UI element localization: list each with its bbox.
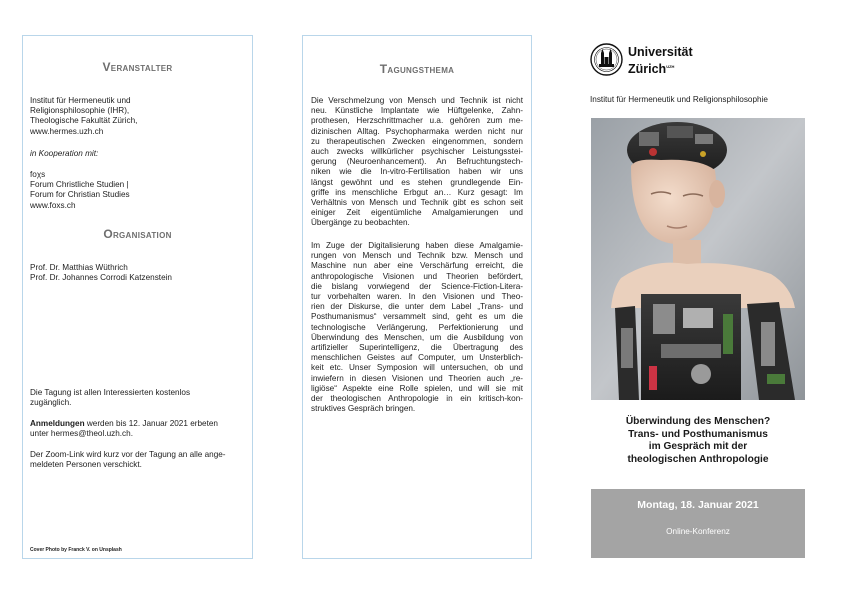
registration-email[interactable]: unter hermes@theol.uzh.ch. xyxy=(30,429,133,439)
photo-credit: Cover Photo by Franck V. on Unsplash xyxy=(30,547,122,553)
paragraph-line: prothesen, Herzschrittmacher u.a. gehören zum me- xyxy=(311,116,523,126)
partner-address: foχs Forum Christliche Studien | Forum for Christian Studies www.foxs.ch xyxy=(30,170,130,210)
middle-panel xyxy=(302,35,532,559)
event-format: Online-Konferenz xyxy=(666,527,730,536)
university-seal-icon xyxy=(590,43,623,76)
paragraph-line: rien der Diskurse, die unter dem Label „Trans- und xyxy=(311,302,523,312)
heading-topic: Tagungsthema xyxy=(379,62,455,76)
event-title: Überwindung des Menschen? Trans- und Posthumanismus im Gespräch mit der theologischen Anthropologie xyxy=(625,416,771,465)
paragraph-line: Posthumanismus“ versammelt sind, geht es um die xyxy=(311,312,523,322)
paragraph-line: keit etc. Unser Symposion will untersuchen, ob und xyxy=(311,363,523,373)
paragraph-line: dizinischen Alltag. Psychopharmaka werden nicht nur xyxy=(311,126,523,136)
paragraph-line: neu. Künstliche Implantate wie Hüftgelenke, Zahn- xyxy=(311,106,523,116)
paragraph-line: rungen von Mensch und Technik bzw. Mensch und xyxy=(311,251,523,261)
paragraph-line: anthropologische Visionen und Theorien befördert, xyxy=(311,271,523,281)
paragraph-line: Im Zuge der Digitalisierung haben diese Amalgamie- xyxy=(311,241,523,250)
registration-note: Anmeldungen werden bis 12. Januar 2021 erbeten unter hermes@theol.uzh.ch. xyxy=(30,419,218,439)
partner-website[interactable]: www.foxs.ch xyxy=(30,200,76,210)
date-box xyxy=(591,489,805,558)
paragraph-line: Übergänge zu beobachten. xyxy=(311,218,410,228)
institute-name: Institut für Hermeneutik und Religionsphilosophie xyxy=(590,95,768,104)
organizer-website[interactable]: www.hermes.uzh.ch xyxy=(30,126,104,136)
paragraph-line: inwiefern in diesen Visionen und Theorien auch „re- xyxy=(311,373,523,383)
paragraph-line: technologische Verlängerung, Perfektionierung und xyxy=(311,322,523,332)
topic-paragraph-1 xyxy=(311,96,523,229)
heading-organization: Organisation xyxy=(103,227,172,241)
paragraph-line: der theologischen Anthropologie in ein kritisch-kon- xyxy=(311,394,523,404)
paragraph-line: Verhältnis von Mensch und Technik gibt es schon seit xyxy=(311,198,523,208)
heading-organizer: Veranstalter xyxy=(102,60,173,74)
paragraph-line: Die Verschmelzung von Mensch und Technik ist nicht xyxy=(311,96,523,105)
paragraph-line: längst gewöhnt und es stehen grundlegende Ein- xyxy=(311,177,523,187)
event-date: Montag, 18. Januar 2021 xyxy=(637,499,759,511)
paragraph-line: griffe ins menschliche Erbgut an… Kurz gesagt: Im xyxy=(311,187,523,197)
paragraph-line: tur vorbehalten waren. In den Visionen und Theo- xyxy=(311,292,523,302)
paragraph-line: niken wie die In-vitro-Fertilisation haben wir uns xyxy=(311,167,523,177)
paragraph-line: die bislang vorwiegend der Science-Fiction-Litera- xyxy=(311,281,523,291)
zoom-note: Der Zoom-Link wird kurz vor der Tagung an alle ange- meldeten Personen verschickt. xyxy=(30,450,226,470)
paragraph-line: ligiöse“ Aspekte eine Rolle spielen, und will sie mit xyxy=(311,383,523,393)
cooperation-label: in Kooperation mit: xyxy=(30,149,99,158)
logo-university-name: Universität xyxy=(628,45,693,59)
paragraph-line: struktives Gespräch bringen. xyxy=(311,404,416,414)
topic-paragraph-2 xyxy=(311,241,523,414)
paragraph-line: Maschine nun aber eine Verschärfung erreicht, die xyxy=(311,261,523,271)
paragraph-line: menschlichen Geistes auf Computer, um Unsterblich- xyxy=(311,353,523,363)
paragraph-line: Überwindung des Menschen, um die Ausbildung von xyxy=(311,332,523,342)
organizers-list: Prof. Dr. Matthias Wüthrich Prof. Dr. Johannes Corrodi Katzenstein xyxy=(30,263,172,283)
logo-city: Zürich$^{UZH}$ xyxy=(628,62,675,77)
paragraph-line: artifizieller Superintelligenz, die Übertragung des xyxy=(311,343,523,353)
organizer-address: Institut für Hermeneutik und Religionsphilosophie (IHR), Theologische Fakultät Zürich, www.hermes.uzh.ch xyxy=(30,96,138,136)
free-admission-note: Die Tagung ist allen Interessierten kostenlos zugänglich. xyxy=(30,388,191,408)
paragraph-line: zu therapeutischen Zwecken eingenommen, sondern xyxy=(311,136,523,146)
left-panel xyxy=(22,35,253,559)
paragraph-line: gerung (Neuroenhancement). An Befruchtungstech- xyxy=(311,157,523,167)
paragraph-line: einiger Zeit eigentümliche Amalgamierungen und xyxy=(311,208,523,218)
university-logo xyxy=(590,43,720,77)
humanoid-robot-photo xyxy=(591,118,805,400)
paragraph-line: auch zwecks willkürlicher psychischer Leistungsstei- xyxy=(311,147,523,157)
